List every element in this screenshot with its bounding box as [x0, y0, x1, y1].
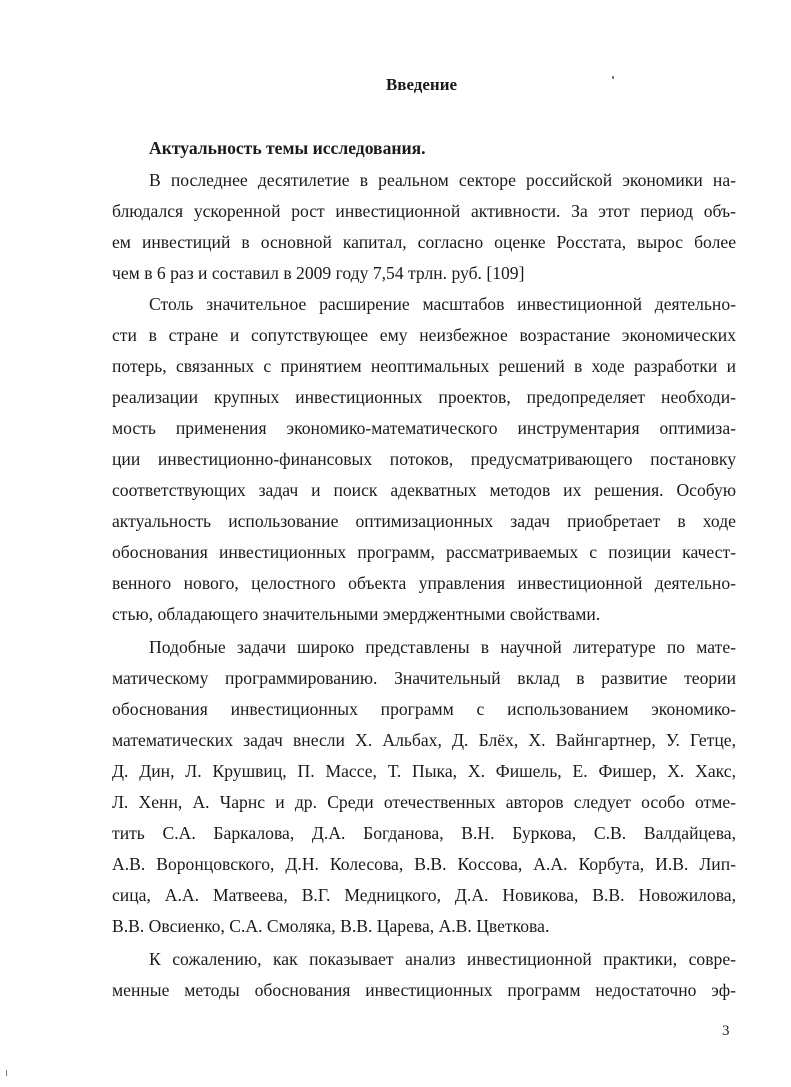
page-number: 3 — [722, 1023, 730, 1039]
text-line: венного нового, целостного объекта управления инвестиционной деятельно- — [112, 573, 736, 593]
text-line: блюдался ускоренной рост инвестиционной активности. За этот период объ- — [112, 201, 736, 221]
text-line: ции инвестиционно-финансовых потоков, предусматривающего постановку — [112, 449, 736, 469]
text-line: чем в 6 раз и составил в 2009 году 7,54 трлн. руб. [109] — [112, 263, 525, 283]
text-line: менные методы обоснования инвестиционных программ недостаточно эф- — [112, 980, 736, 1000]
text-line: В последнее десятилетие в реальном секторе российской экономики на- — [149, 170, 736, 190]
scan-speck — [6, 1070, 7, 1076]
text-line: Столь значительное расширение масштабов инвестиционной деятельно- — [149, 294, 736, 314]
text-line: обоснования инвестиционных программ с использованием экономико- — [112, 699, 736, 719]
text-line: реализации крупных инвестиционных проектов, предопределяет необходи- — [112, 387, 736, 407]
text-line: А.В. Воронцовского, Д.Н. Колесова, В.В. Коссова, А.А. Корбута, И.В. Лип- — [112, 854, 736, 874]
text-line: Подобные задачи широко представлены в научной литературе по мате- — [149, 637, 736, 657]
text-line: математических задач внесли Х. Альбах, Д. Блёх, Х. Вайнгартнер, У. Гетце, — [112, 730, 736, 750]
text-line: потерь, связанных с принятием неоптимальных решений в ходе разработки и — [112, 356, 736, 376]
text-line: К сожалению, как показывает анализ инвестиционной практики, совре- — [149, 949, 736, 969]
text-line: тить С.А. Баркалова, Д.А. Богданова, В.Н. Буркова, С.В. Валдайцева, — [112, 823, 736, 843]
section-heading: Актуальность темы исследования. — [149, 138, 426, 158]
text-line: сица, А.А. Матвеева, В.Г. Медницкого, Д.А. Новикова, В.В. Новожилова, — [112, 885, 736, 905]
scan-speck — [612, 76, 614, 79]
text-line: Л. Хенн, А. Чарнс и др. Среди отечественных авторов следует особо отме- — [112, 792, 736, 812]
text-line: В.В. Овсиенко, С.А. Смоляка, В.В. Царева, А.В. Цветкова. — [112, 916, 550, 936]
text-line: актуальность использование оптимизационных задач приобретает в ходе — [112, 511, 736, 531]
text-line: обоснования инвестиционных программ, рассматриваемых с позиции качест- — [112, 542, 736, 562]
text-line: Д. Дин, Л. Крушвиц, П. Массе, Т. Пыка, Х. Фишель, Е. Фишер, Х. Хакс, — [112, 761, 736, 781]
text-line: ем инвестиций в основной капитал, согласно оценке Росстата, вырос более — [112, 232, 736, 252]
text-line: матическому программированию. Значительный вклад в развитие теории — [112, 668, 736, 688]
text-line: мость применения экономико-математического инструментария оптимиза- — [112, 418, 736, 438]
text-line: соответствующих задач и поиск адекватных методов их решения. Особую — [112, 480, 736, 500]
text-line: стью, обладающего значительными эмерджентными свойствами. — [112, 604, 601, 624]
page-title: Введение — [385, 75, 458, 94]
text-line: сти в стране и сопутствующее ему неизбежное возрастание экономических — [112, 325, 736, 345]
